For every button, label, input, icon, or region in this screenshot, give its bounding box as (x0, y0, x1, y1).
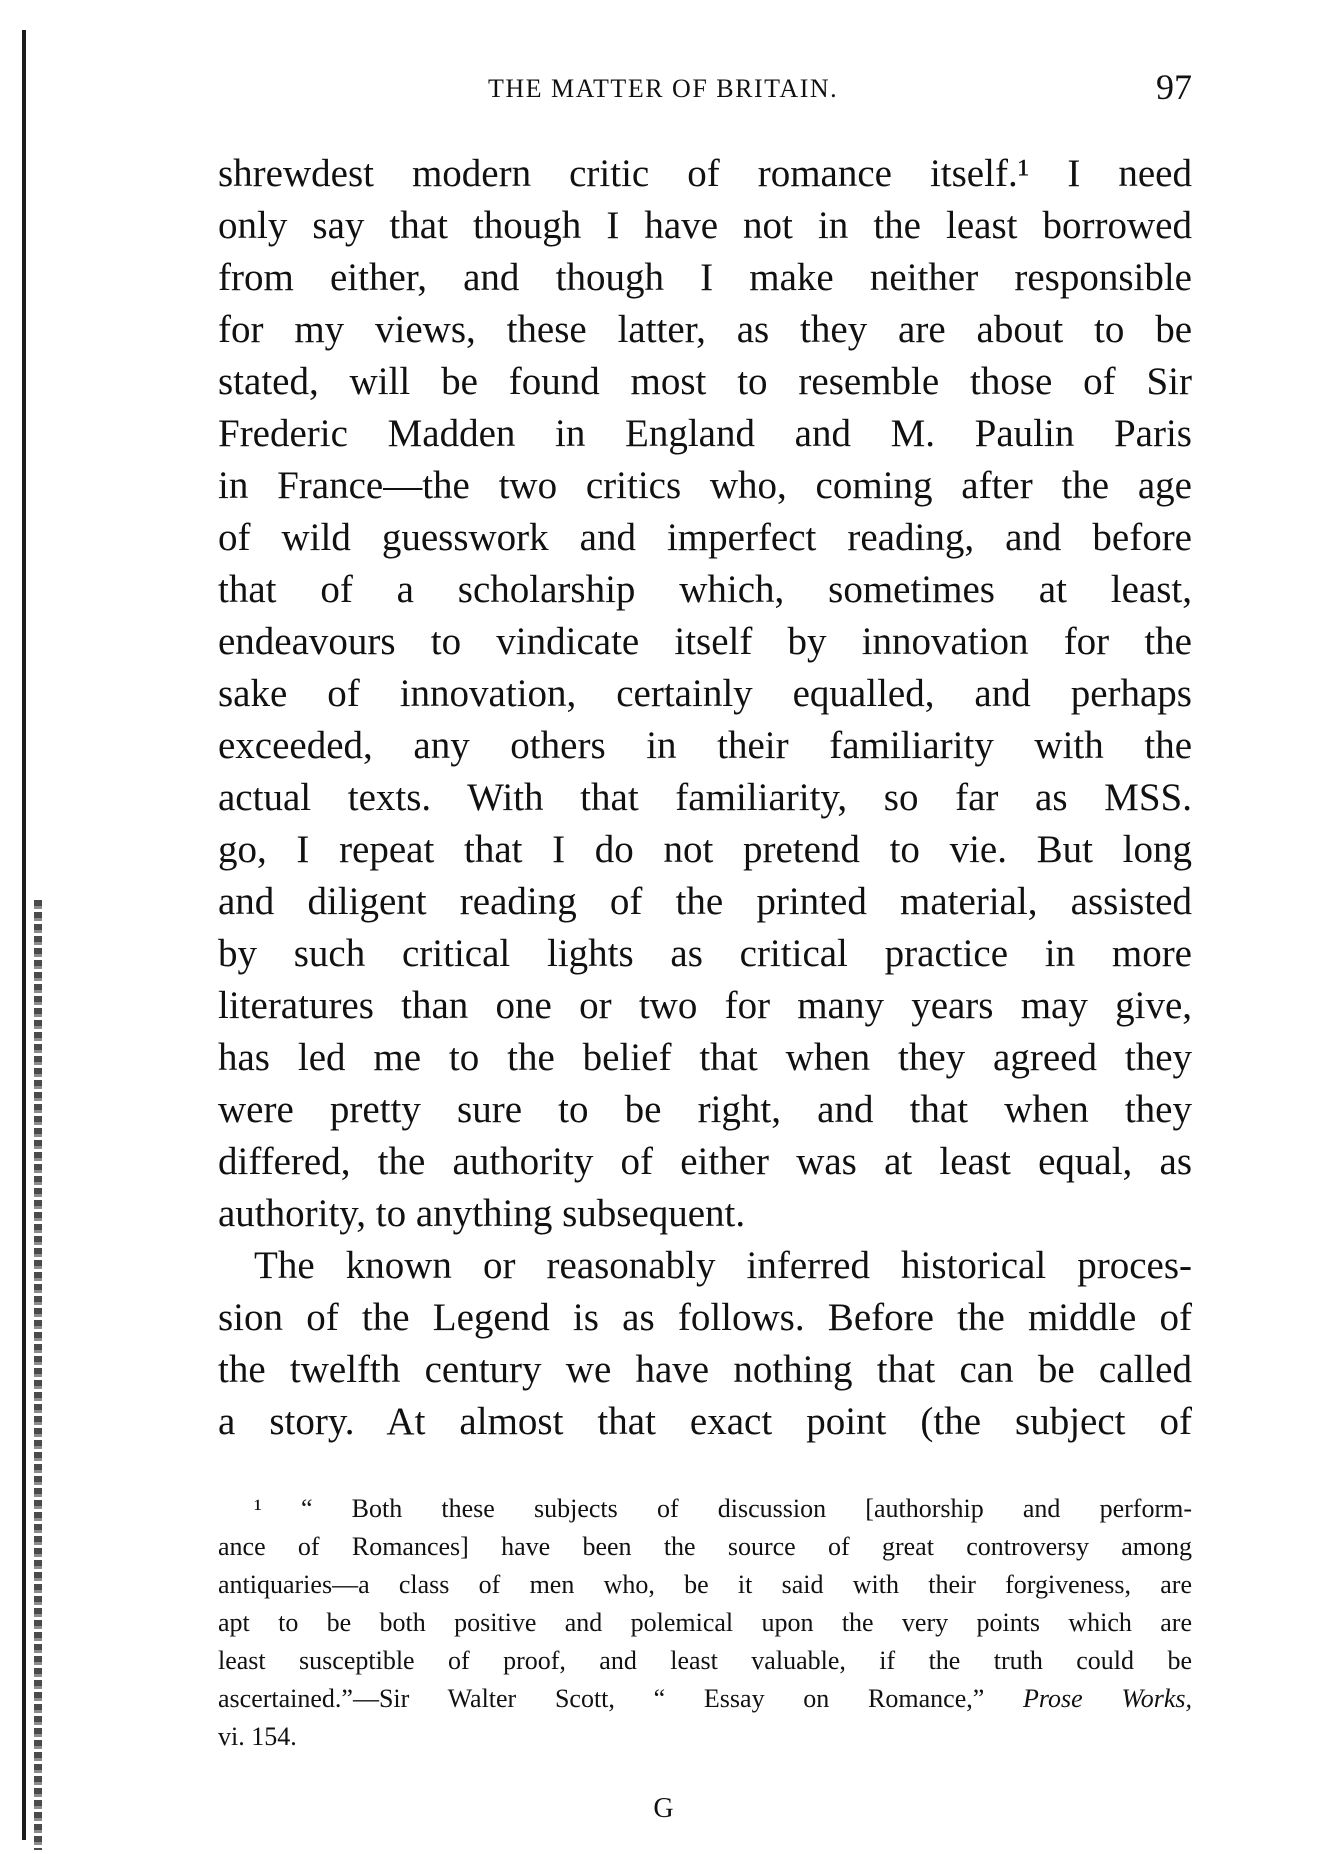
body-text (218, 148, 1192, 1448)
running-head (218, 66, 1192, 112)
footnote-line: vi. 154. (218, 1722, 297, 1751)
body-line: sake of innovation, certainly equalled, and perhaps (218, 672, 1192, 715)
body-line: were pretty sure to be right, and that when they (218, 1088, 1192, 1131)
footnote-line: ¹ “ Both these subjects of discussion [authorship and perform- (254, 1494, 1192, 1523)
footnote-citation-text: ascertained.”—Sir Walter Scott, “ Essay on Romance,” (218, 1684, 1024, 1713)
footnote-line: antiquaries—a class of men who, be it said with their forgiveness, are (218, 1570, 1192, 1599)
body-line: and diligent reading of the printed material, assisted (218, 880, 1192, 923)
footnote (218, 1490, 1192, 1756)
body-line: a story. At almost that exact point (the subject of (218, 1400, 1192, 1443)
body-line: only say that though I have not in the least borrowed (218, 204, 1192, 247)
body-line: actual texts. With that familiarity, so far as MSS. (218, 776, 1192, 819)
body-line: has led me to the belief that when they agreed they (218, 1036, 1192, 1079)
body-line: exceeded, any others in their familiarity with the (218, 724, 1192, 767)
body-line: literatures than one or two for many years may give, (218, 984, 1192, 1027)
binding-edge (22, 30, 26, 1840)
footnote-line-citation (218, 1680, 1192, 1718)
footnote-line: ance of Romances] have been the source of great controversy among (218, 1532, 1192, 1561)
body-line: differed, the authority of either was at least equal, as (218, 1140, 1192, 1183)
body-line-paragraph-start: The known or reasonably inferred historical proces- (254, 1244, 1192, 1287)
body-line: for my views, these latter, as they are about to be (218, 308, 1192, 351)
body-line: sion of the Legend is as follows. Before the middle of (218, 1296, 1192, 1339)
body-line: Frederic Madden in England and M. Paulin Paris (218, 412, 1192, 455)
body-line: by such critical lights as critical practice in more (218, 932, 1192, 975)
footnote-citation-italic: Prose Works, (1023, 1684, 1192, 1713)
signature-mark: G (653, 1793, 674, 1824)
body-line: from either, and though I make neither responsible (218, 256, 1192, 299)
body-line: that of a scholarship which, sometimes at least, (218, 568, 1192, 611)
footnote-line: apt to be both positive and polemical upon the very points which are (218, 1608, 1192, 1637)
body-line: shrewdest modern critic of romance itself.¹ I need (218, 152, 1192, 195)
body-line: endeavours to vindicate itself by innovation for the (218, 620, 1192, 663)
body-line-paragraph-end: authority, to anything subsequent. (218, 1192, 746, 1235)
binding-shadow (34, 900, 42, 1850)
body-line: of wild guesswork and imperfect reading, and before (218, 516, 1192, 559)
running-title: THE MATTER OF BRITAIN. (488, 74, 839, 103)
body-line: go, I repeat that I do not pretend to vie. But long (218, 828, 1192, 871)
body-line: stated, will be found most to resemble those of Sir (218, 360, 1192, 403)
page-number: 97 (1156, 67, 1192, 107)
body-line: in France—the two critics who, coming after the age (218, 464, 1192, 507)
body-line: the twelfth century we have nothing that can be called (218, 1348, 1192, 1391)
footnote-line: least susceptible of proof, and least valuable, if the truth could be (218, 1646, 1192, 1675)
